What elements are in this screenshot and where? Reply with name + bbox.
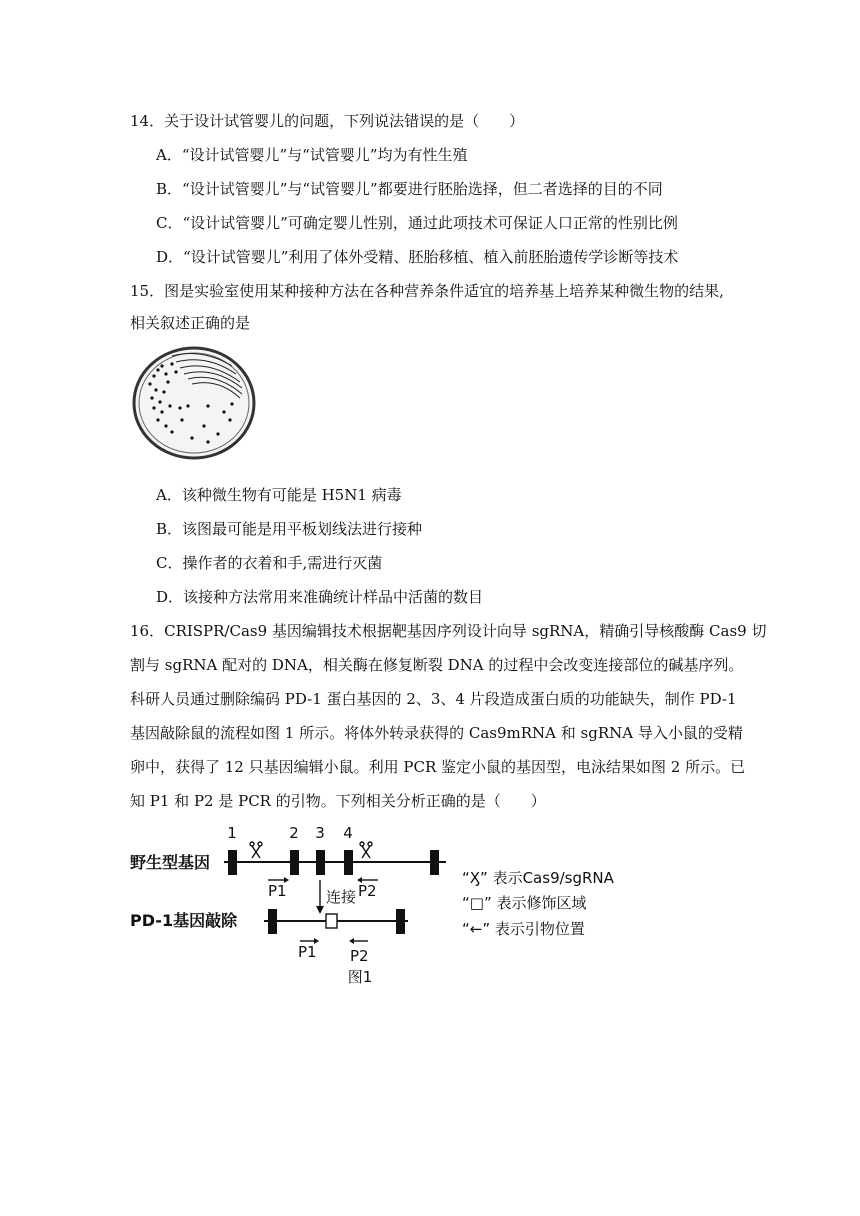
- q14-stem: 14．关于设计试管婴儿的问题，下列说法错误的是（ ）: [130, 112, 525, 130]
- legend-scissors: “Ӽ” 表示Cas9/sgRNA: [462, 869, 614, 887]
- q16-line6: 知 P1 和 P2 是 PCR 的引物。下列相关分析正确的是（ ）: [130, 792, 546, 810]
- q14-option-b: B．“设计试管婴儿”与“试管婴儿”都要进行胚胎选择，但二者选择的目的不同: [156, 180, 663, 198]
- knockout-exon-right: [396, 909, 405, 934]
- figure-1-caption: 图1: [347, 968, 373, 986]
- exon-3: [316, 850, 325, 875]
- figure-1-gene-knockout-diagram: [128, 820, 648, 990]
- petri-dish-rim: [134, 348, 254, 458]
- q15-option-d: D．该接种方法常用来准确统计样品中活菌的数目: [156, 588, 484, 606]
- q14-option-c: C．“设计试管婴儿”可确定婴儿性别，通过此项技术可保证人口正常的性别比例: [156, 214, 678, 232]
- exon-4: [344, 850, 353, 875]
- scissors-icon-right: [360, 842, 372, 858]
- ligation-arrowhead: [316, 906, 324, 914]
- primer-p1-label-row2: P1: [298, 943, 317, 961]
- ligation-label: 连接: [326, 888, 357, 906]
- segment-number-2: 2: [289, 824, 299, 842]
- primer-p2-label-row2: P2: [350, 947, 369, 965]
- knockout-exon-left: [268, 909, 277, 934]
- q14-option-d: D．“设计试管婴儿”利用了体外受精、胚胎移植、植入前胚胎遗传学诊断等技术: [156, 248, 679, 266]
- primer-p2-arrowhead-row2: [349, 938, 354, 944]
- q16-line1: 16．CRISPR/Cas9 基因编辑技术根据靶基因序列设计向导 sgRNA，精确引导核酸酶 Cas9 切: [130, 622, 767, 640]
- q15-stem-line2: 相关叙述正确的是: [130, 314, 251, 332]
- q16-line3: 科研人员通过删除编码 PD-1 蛋白基因的 2、3、4 片段造成蛋白质的功能缺失，制作 PD-1: [130, 690, 737, 708]
- row-label-pd1-knockout: PD-1基因敲除: [130, 911, 238, 930]
- segment-number-4: 4: [343, 824, 353, 842]
- q15-option-a: A．该种微生物有可能是 H5N1 病毒: [156, 486, 402, 504]
- segment-number-1: 1: [227, 824, 237, 842]
- q16-line5: 卵中，获得了 12 只基因编辑小鼠。利用 PCR 鉴定小鼠的基因型，电泳结果如图 2 所示。已: [130, 758, 746, 776]
- scissors-icon-left: [250, 842, 262, 858]
- modification-region-box: [326, 914, 337, 928]
- q15-stem-line1: 15．图是实验室使用某种接种方法在各种营养条件适宜的培养基上培养某种微生物的结果,: [130, 282, 724, 300]
- row-label-wild-type: 野生型基因: [130, 853, 211, 872]
- legend-modification-region: “□” 表示修饰区域: [462, 894, 587, 912]
- q16-line4: 基因敲除鼠的流程如图 1 所示。将体外转录获得的 Cas9mRNA 和 sgRNA 导入小鼠的受精: [130, 724, 743, 742]
- exon-2: [290, 850, 299, 875]
- segment-number-3: 3: [315, 824, 325, 842]
- primer-p2-label-row1: P2: [358, 882, 377, 900]
- legend-primer-position: “←” 表示引物位置: [462, 920, 585, 938]
- q14-option-a: A．“设计试管婴儿”与“试管婴儿”均为有性生殖: [156, 146, 468, 164]
- exon-5: [430, 850, 439, 875]
- petri-dish-figure: [132, 346, 256, 460]
- q15-option-b: B．该图最可能是用平板划线法进行接种: [156, 520, 423, 538]
- q15-option-c: C．操作者的衣着和手,需进行灭菌: [156, 554, 383, 572]
- q16-line2: 割与 sgRNA 配对的 DNA，相关酶在修复断裂 DNA 的过程中会改变连接部位的碱基序列。: [130, 656, 744, 674]
- exon-1: [228, 850, 237, 875]
- primer-p1-label-row1: P1: [268, 882, 287, 900]
